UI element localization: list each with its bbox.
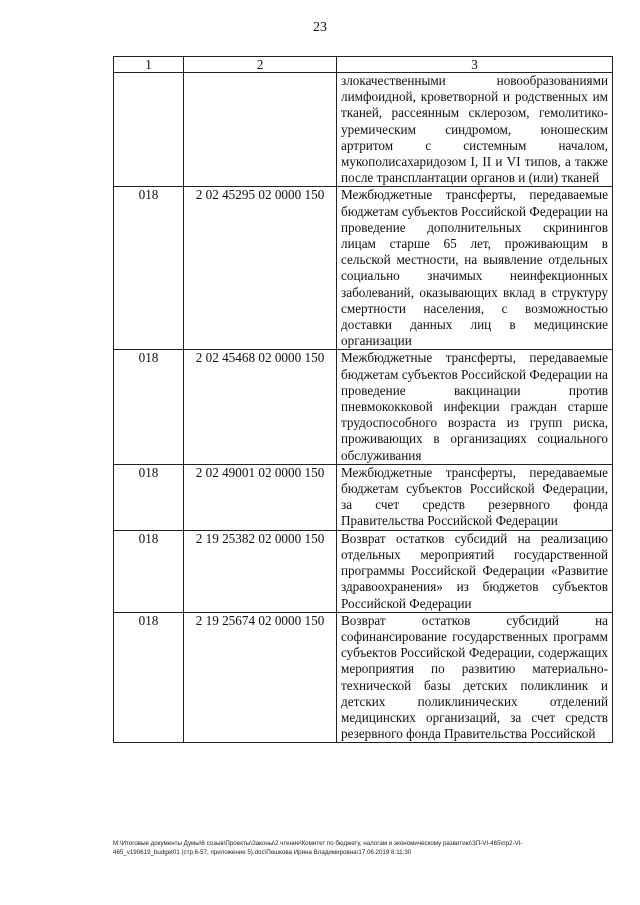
budget-code-cell: 2 19 25674 02 0000 150 — [184, 612, 337, 743]
admin-code-cell: 018 — [114, 612, 184, 743]
budget-code-cell: 2 02 45295 02 0000 150 — [184, 187, 337, 350]
budget-code-cell: 2 02 45468 02 0000 150 — [184, 350, 337, 464]
admin-code-cell: 018 — [114, 464, 184, 530]
column-header: 1 — [114, 57, 184, 73]
page-number: 23 — [313, 20, 327, 35]
file-path-footer — [113, 840, 613, 857]
description-cell: Возврат остатков субсидий на реализацию отдельных мероприятий государственной программы Российской Федерации «Развитие здравоохранения» из бюджетов субъектов Российской Федерации — [337, 530, 613, 612]
table-row — [114, 530, 613, 612]
description-cell: Возврат остатков субсидий на софинансирование государственных программ субъектов Российской Федерации, содержащих мероприятия по развитию материально-технической базы детских поликлиник и детских поликлинических отделений медицинских организаций, за счет средств резервного фонда Правительства Российской — [337, 612, 613, 743]
admin-code-cell: 018 — [114, 350, 184, 464]
table-header-row — [114, 57, 613, 73]
column-header: 3 — [337, 57, 613, 73]
footer-line: М:\Итоговые документы Думы\6 созыв\Проекты\Законы\2 чтение\Комитет по бюджету, налогам и экономическому развитию\ЗП-VI-465\пр2-VI- — [113, 840, 523, 847]
description-cell: Межбюджетные трансферты, передаваемые бюджетам субъектов Российской Федерации на проведение дополнительных скринингов лицам старше 65 лет, проживающим в сельской местности, на выявление отдельных социально значимых неинфекционных заболеваний, оказывающих вклад в структуру смертности населения, с возможностью доставки данных лиц в медицинские организации — [337, 187, 613, 350]
description-cell: Межбюджетные трансферты, передаваемые бюджетам субъектов Российской Федерации, за счет средств резервного фонда Правительства Российской Федерации — [337, 464, 613, 530]
table-row — [114, 350, 613, 464]
admin-code-cell: 018 — [114, 530, 184, 612]
column-header: 2 — [184, 57, 337, 73]
revenue-table — [113, 56, 613, 743]
budget-code-cell: 2 02 49001 02 0000 150 — [184, 464, 337, 530]
admin-code-cell: 018 — [114, 187, 184, 350]
description-cell: Межбюджетные трансферты, передаваемые бюджетам субъектов Российской Федерации на проведение вакцинации против пневмококковой инфекции граждан старше трудоспособного возраста из групп риска, проживающих в организациях социального обслуживания — [337, 350, 613, 464]
table-row — [114, 612, 613, 743]
table-row — [114, 187, 613, 350]
admin-code-cell — [114, 73, 184, 187]
description-cell: злокачественными новообразованиями лимфоидной, кроветворной и родственных им тканей, рассеянным склерозом, гемолитико-уремическим синдромом, юношеским артритом с системным началом, мукополисахаридозом I, II и VI типов, а также после трансплантации органов и (или) тканей — [337, 73, 613, 187]
budget-code-cell: 2 19 25382 02 0000 150 — [184, 530, 337, 612]
budget-code-cell — [184, 73, 337, 187]
table-row — [114, 73, 613, 187]
table-row — [114, 464, 613, 530]
footer-line: 465_v190619_budget01 (стр.6-57, приложение 5).doc\Пешкова Ирина Владимировна\17.06.2019 8:11:30 — [113, 848, 412, 856]
